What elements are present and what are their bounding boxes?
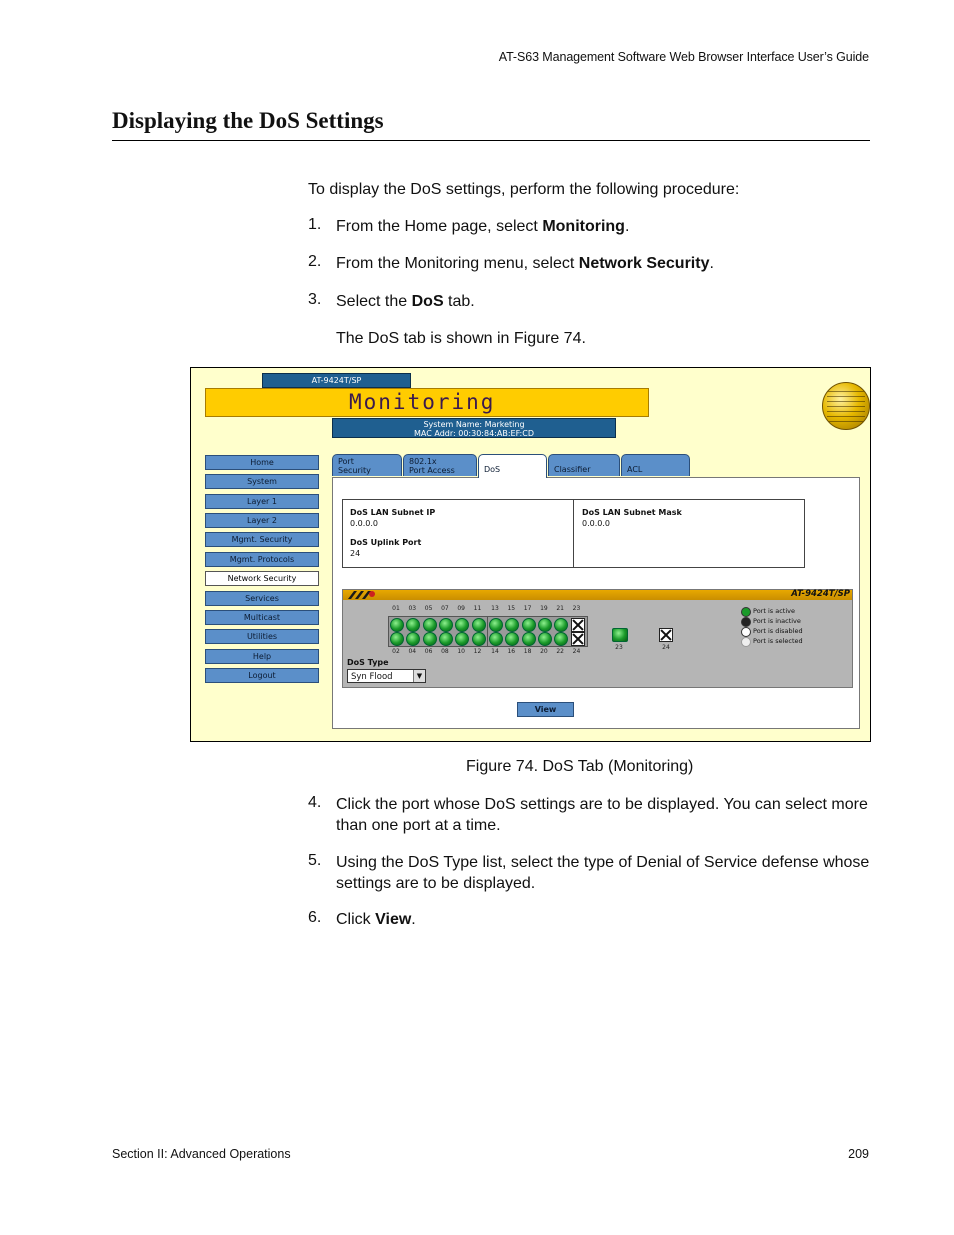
uplink-port-label: 24 — [662, 644, 670, 651]
port-active-icon[interactable] — [522, 632, 536, 646]
port-label-top: 09 — [457, 605, 465, 612]
dos-lan-subnet-ip-value: 0.0.0.0 — [350, 519, 378, 528]
port-active-icon[interactable] — [489, 632, 503, 646]
port-active-icon[interactable] — [390, 618, 404, 632]
figure-caption: Figure 74. DoS Tab (Monitoring) — [466, 758, 694, 775]
port-label-top: 23 — [572, 605, 581, 612]
port-disabled-icon[interactable] — [571, 632, 585, 646]
switch-model-label: AT-9424T/SP — [791, 589, 850, 599]
switch-top-bar — [343, 590, 852, 600]
nav-logout[interactable]: Logout — [205, 668, 319, 683]
legend-selected — [753, 637, 803, 645]
port-label-top: 15 — [507, 605, 516, 612]
banner-title: Monitoring — [349, 390, 496, 414]
port-label-top: 17 — [523, 605, 532, 612]
figure-reference-note: The DoS tab is shown in Figure 74. — [336, 330, 586, 347]
dos-type-value: Syn Flood — [351, 672, 393, 682]
dos-mask-box — [573, 499, 805, 568]
system-info-box — [332, 418, 616, 438]
port-active-icon[interactable] — [472, 632, 486, 646]
dos-type-select[interactable] — [347, 669, 426, 683]
port-label-top: 19 — [540, 605, 548, 612]
step-number: 1. — [308, 216, 322, 233]
port-label-bottom: 24 — [572, 648, 581, 655]
port-active-icon[interactable] — [538, 618, 552, 632]
tab-label-line1: DoS — [484, 465, 501, 474]
active-dot-icon — [741, 607, 751, 617]
dos-type-label: DoS Type — [347, 658, 389, 667]
globe-logo-icon — [822, 382, 870, 430]
step-number: 5. — [308, 852, 322, 869]
step-text-bold: DoS — [411, 293, 444, 310]
legend-label: Port is disabled — [753, 627, 803, 635]
dos-lan-subnet-ip-label: DoS LAN Subnet IP — [350, 508, 436, 517]
step-number: 3. — [308, 291, 322, 308]
legend-inactive — [753, 617, 801, 625]
title-rule — [112, 140, 870, 141]
dos-uplink-port-value: 24 — [350, 549, 361, 558]
step-text-post: tab. — [443, 293, 475, 310]
step-text — [336, 216, 876, 237]
legend-active — [753, 607, 795, 615]
disabled-dot-icon — [741, 627, 751, 637]
port-label-top: 07 — [441, 605, 449, 612]
step-text-bold: Network Security — [578, 255, 710, 272]
figure-dos-tab — [190, 367, 871, 742]
port-disabled-icon[interactable] — [571, 618, 585, 632]
tab-dos[interactable] — [478, 454, 547, 478]
system-name: System Name: Marketing — [423, 420, 525, 429]
port-active-icon[interactable] — [439, 618, 453, 632]
legend-disabled — [753, 627, 803, 635]
nav-network-security[interactable]: Network Security — [205, 571, 319, 586]
step-text-pre: Select the — [336, 293, 412, 310]
port-active-icon[interactable] — [390, 632, 404, 646]
port-label-top: 21 — [556, 605, 564, 612]
tab-acl[interactable] — [621, 454, 690, 476]
step-text — [336, 291, 876, 312]
step-text: Using the DoS Type list, select the type of Denial of Service defense whose settings are to be displayed. — [336, 854, 870, 892]
port-active-icon[interactable] — [522, 618, 536, 632]
port-label-top: 11 — [473, 605, 482, 612]
legend-label: Port is selected — [753, 637, 803, 645]
legend-label: Port is inactive — [753, 617, 801, 625]
step-number: 2. — [308, 253, 322, 270]
step-text: Click the port whose DoS settings are to be displayed. You can select more than one port at a time. — [336, 796, 868, 834]
port-label-bottom: 22 — [556, 648, 564, 655]
nav-system[interactable]: System — [205, 474, 319, 489]
switch-faceplate — [342, 589, 853, 688]
port-active-icon[interactable] — [472, 618, 486, 632]
port-active-icon[interactable] — [439, 632, 453, 646]
step-text-bold: View — [375, 911, 412, 928]
monitoring-banner — [205, 388, 649, 417]
model-tab: AT-9424T/SP — [262, 373, 411, 388]
nav-home[interactable]: Home — [205, 455, 319, 470]
tab-label-line1: Classifier — [554, 465, 591, 474]
port-active-icon[interactable] — [489, 618, 503, 632]
uplink-port-24[interactable] — [659, 628, 673, 642]
step-text-post: . — [624, 218, 630, 235]
inactive-dot-icon — [741, 617, 751, 627]
port-active-icon[interactable] — [538, 632, 552, 646]
port-label-bottom: 04 — [408, 648, 417, 655]
uplink-port-23[interactable] — [612, 628, 628, 642]
port-label-bottom: 16 — [507, 648, 516, 655]
tab-label-line2: Port Access — [409, 466, 455, 475]
allied-telesyn-logo-icon — [346, 590, 376, 600]
nav-mgmt-security[interactable]: Mgmt. Security — [205, 532, 319, 547]
step-text-post: . — [411, 911, 416, 928]
port-label-bottom: 18 — [523, 648, 532, 655]
port-label-bottom: 02 — [392, 648, 400, 655]
port-label-bottom: 14 — [491, 648, 499, 655]
step-number: 4. — [308, 794, 322, 811]
tab-8021x-port-access[interactable] — [403, 454, 477, 476]
running-head: AT-S63 Management Software Web Browser Interface User’s Guide — [498, 50, 869, 64]
step-number: 6. — [308, 909, 322, 926]
nav-layer-1[interactable]: Layer 1 — [205, 494, 319, 509]
step-text — [336, 909, 876, 930]
tab-label-line1: 802.1x — [409, 457, 437, 466]
port-label-bottom: 20 — [540, 648, 548, 655]
tab-label-line2: Security — [338, 466, 371, 475]
intro-text: To display the DoS settings, perform the following procedure: — [308, 181, 740, 198]
port-active-icon[interactable] — [423, 632, 437, 646]
port-label-top: 05 — [424, 605, 433, 612]
nav-layer-2[interactable]: Layer 2 — [205, 513, 319, 528]
port-label-bottom: 12 — [473, 648, 482, 655]
mac-address: MAC Addr: 00:30:84:AB:EF:CD — [414, 429, 534, 438]
page-number: 209 — [848, 1147, 869, 1161]
tab-classifier[interactable] — [548, 454, 620, 476]
port-label-top: 03 — [408, 605, 417, 612]
dos-lan-subnet-mask-label: DoS LAN Subnet Mask — [582, 508, 682, 517]
uplink-port-label: 23 — [615, 644, 623, 651]
step-text-pre: Click — [336, 911, 376, 928]
tab-label-line1: Port — [338, 457, 354, 466]
legend-label: Port is active — [753, 607, 795, 615]
selected-dot-icon — [741, 637, 751, 647]
port-label-bottom: 10 — [457, 648, 465, 655]
chevron-down-icon: ▼ — [413, 670, 425, 682]
step-text — [336, 253, 876, 274]
nav-services[interactable]: Services — [205, 591, 319, 606]
nav-multicast[interactable]: Multicast — [205, 610, 319, 625]
step-text-bold: Monitoring — [542, 218, 625, 235]
port-active-icon[interactable] — [423, 618, 437, 632]
tab-port-security[interactable] — [332, 454, 402, 476]
step-text-pre: From the Home page, select — [336, 218, 543, 235]
footer-section: Section II: Advanced Operations — [112, 1147, 291, 1161]
step-text-pre: From the Monitoring menu, select — [336, 255, 579, 272]
nav-mgmt-protocols[interactable]: Mgmt. Protocols — [205, 552, 319, 567]
nav-help[interactable]: Help — [205, 649, 319, 664]
nav-utilities[interactable]: Utilities — [205, 629, 319, 644]
port-label-bottom: 08 — [441, 648, 449, 655]
dos-ip-box — [342, 499, 574, 568]
port-label-top: 01 — [392, 605, 400, 612]
port-label-bottom: 06 — [424, 648, 433, 655]
dos-lan-subnet-mask-value: 0.0.0.0 — [582, 519, 610, 528]
step-text-post: . — [709, 255, 714, 272]
dos-uplink-port-label: DoS Uplink Port — [350, 538, 422, 547]
dos-panel — [332, 477, 860, 729]
section-title: Displaying the DoS Settings — [112, 108, 384, 133]
tab-label-line1: ACL — [627, 465, 643, 474]
port-label-top: 13 — [491, 605, 499, 612]
view-button[interactable]: View — [517, 702, 574, 717]
